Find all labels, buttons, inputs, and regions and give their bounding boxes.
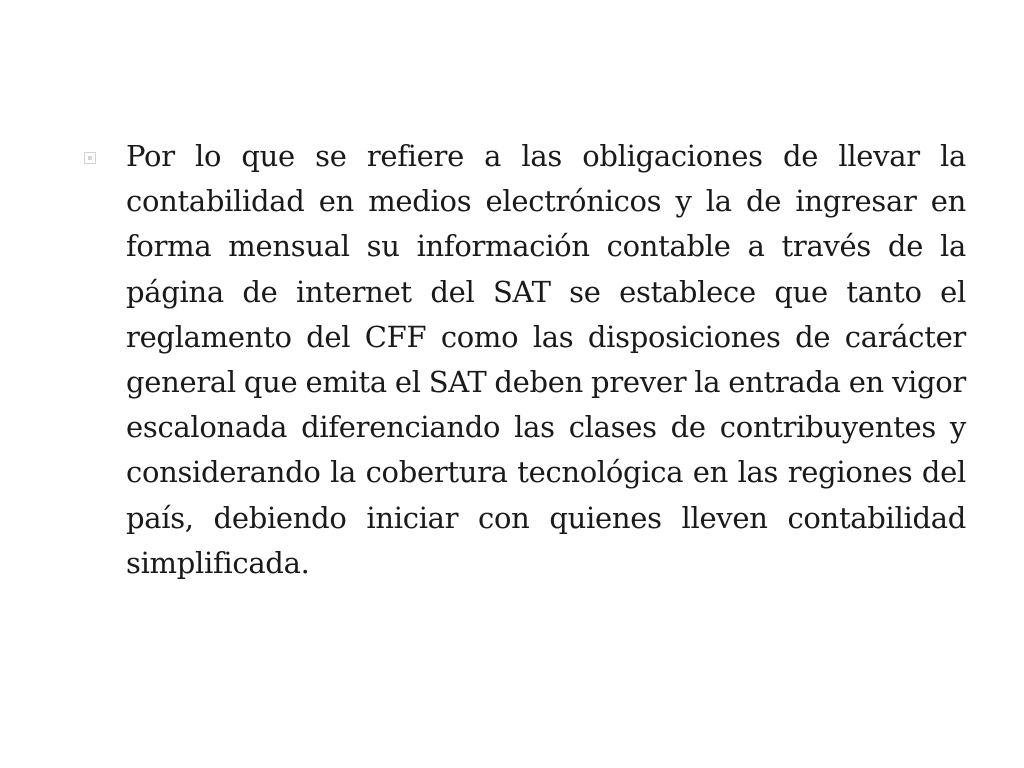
bullet-point — [80, 134, 966, 586]
square-bullet-icon — [84, 152, 96, 164]
bullet-text: Por lo que se refiere a las obligaciones de llevar la contabilidad en medios electrónicos y la de ingresar en forma mensual su información contable a través de la página de internet del SAT se establece que tanto el reglamento del CFF como las disposiciones de carácter general que emita el SAT deben prever la entrada en vigor escalonada diferenciando las clases de contribuyentes y considerando la cobertura tecnológica en las regiones del país, debiendo iniciar con quienes lleven contabilidad simplificada. — [126, 139, 966, 580]
